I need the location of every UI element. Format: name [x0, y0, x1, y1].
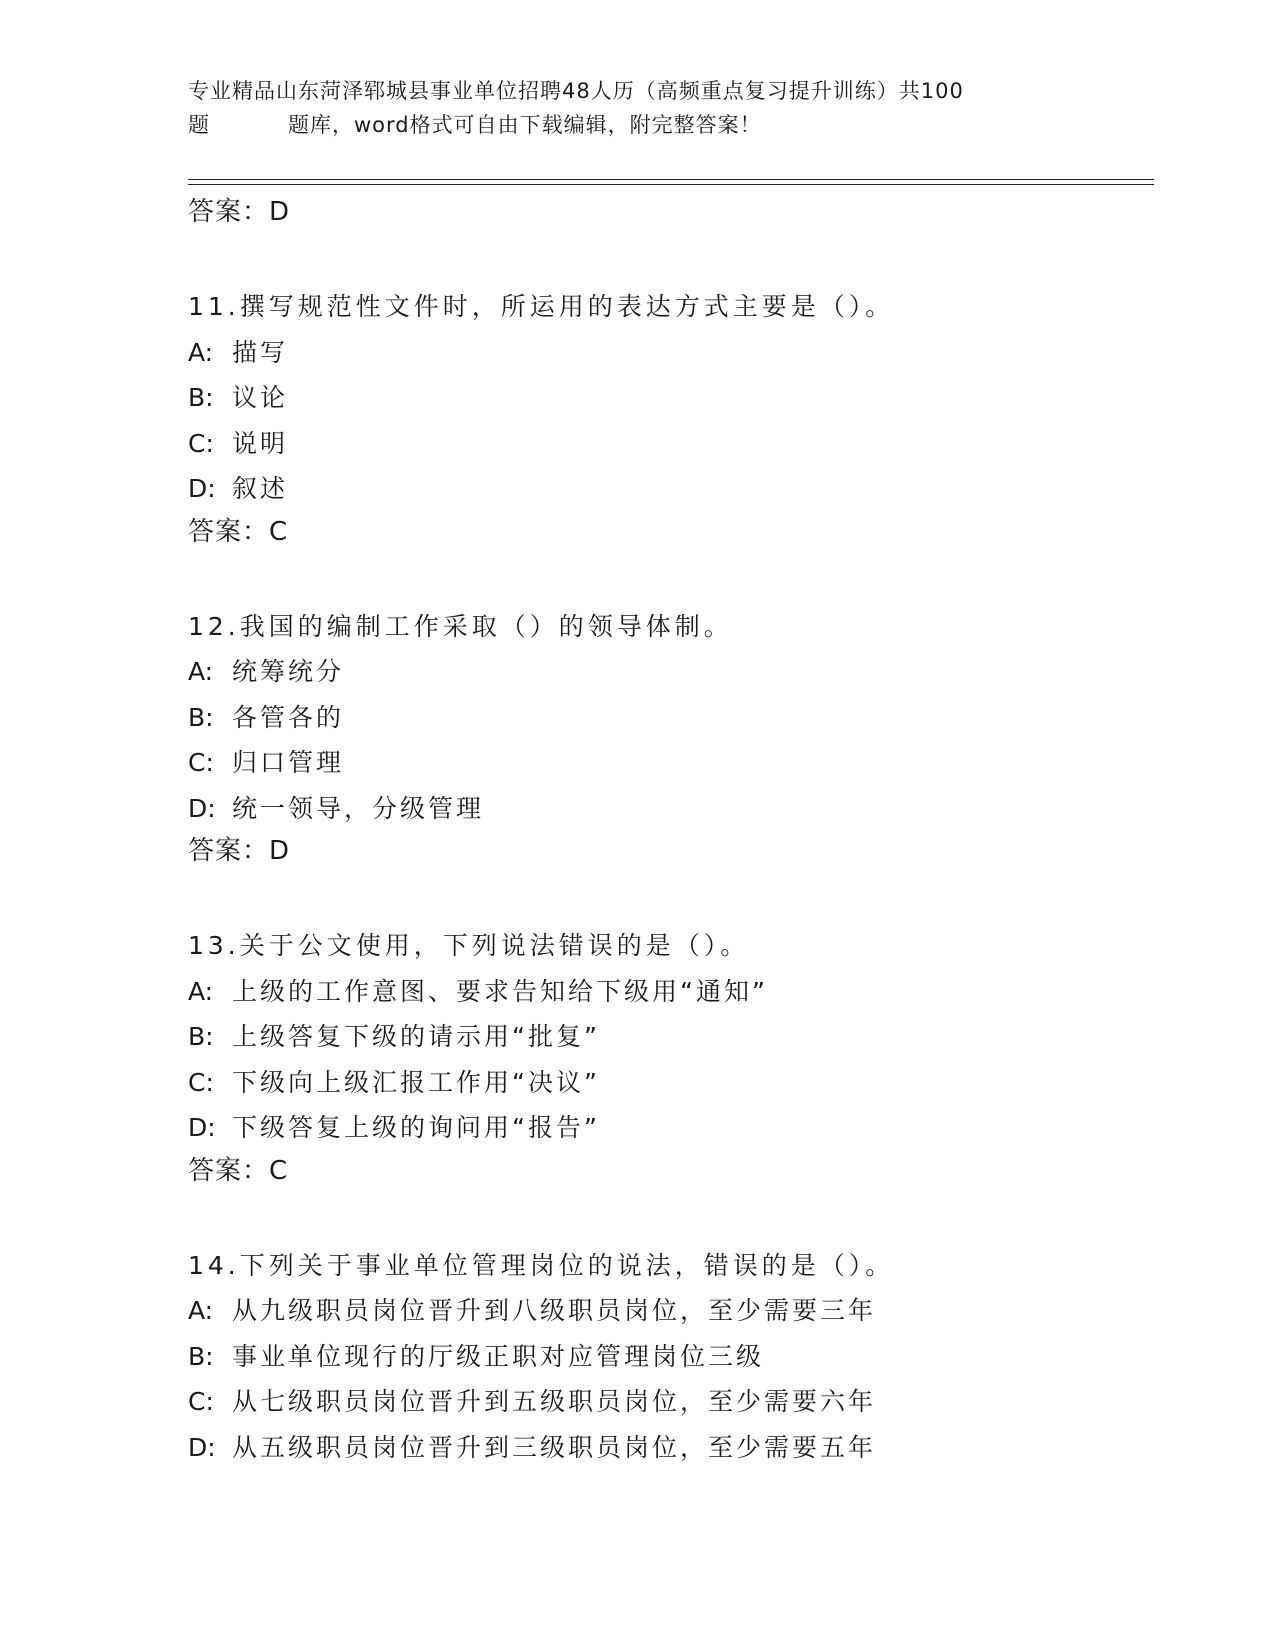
option-key: C: — [188, 428, 214, 458]
question-title: 13.关于公文使用，下列说法错误的是（）。 — [188, 931, 750, 960]
option-key: C: — [188, 1387, 214, 1416]
option-text: 从七级职员岗位晋升到五级职员岗位，至少需要六年 — [232, 1387, 877, 1416]
option-key: C: — [188, 748, 214, 777]
option-key: A: — [188, 337, 214, 367]
option-b — [188, 695, 1148, 741]
option-text: 从九级职员岗位晋升到八级职员岗位，至少需要三年 — [232, 1296, 877, 1325]
option-b — [188, 1334, 1148, 1380]
option-d — [188, 1425, 1148, 1471]
option-text: 说明 — [232, 428, 289, 458]
option-key: D: — [188, 793, 216, 823]
option-text: 归口管理 — [232, 748, 345, 777]
option-key: D: — [188, 1113, 216, 1142]
answer-line: 答案：D — [188, 197, 291, 227]
option-text: 各管各的 — [232, 702, 345, 732]
option-a — [188, 330, 1148, 376]
option-c — [188, 740, 1148, 786]
header-title-line2-right: 题库，word格式可自由下载编辑，附完整答案！ — [288, 113, 762, 137]
header-title-line2-left: 题 — [188, 113, 210, 137]
option-text: 事业单位现行的厅级正职对应管理岗位三级 — [232, 1341, 765, 1371]
answer-line: 答案：C — [188, 1155, 289, 1186]
option-text: 从五级职员岗位晋升到三级职员岗位，至少需要五年 — [232, 1432, 877, 1462]
option-key: B: — [188, 1022, 214, 1051]
option-text: 上级的工作意图、要求告知给下级用“通知” — [232, 976, 768, 1006]
answer-line: 答案：C — [188, 516, 289, 547]
option-text: 议论 — [232, 383, 289, 412]
question-title: 14.下列关于事业单位管理岗位的说法，错误的是（）。 — [188, 1250, 895, 1280]
option-b — [188, 1014, 1148, 1060]
option-key: A: — [188, 1296, 214, 1325]
option-a — [188, 969, 1148, 1015]
question-title: 11.撰写规范性文件时，所运用的表达方式主要是（）。 — [188, 292, 895, 321]
option-text: 描写 — [232, 337, 289, 367]
option-key: D: — [188, 1432, 216, 1462]
option-key: A: — [188, 657, 214, 686]
question-list — [188, 190, 1148, 1470]
option-key: B: — [188, 1341, 214, 1371]
option-text: 下级答复上级的询问用“报告” — [232, 1113, 600, 1142]
option-key: B: — [188, 702, 214, 732]
option-text: 统筹统分 — [232, 657, 345, 686]
option-text: 上级答复下级的请示用“批复” — [232, 1022, 600, 1051]
option-text: 叙述 — [232, 474, 289, 503]
option-d — [188, 786, 1148, 832]
option-b — [188, 375, 1148, 421]
option-c — [188, 421, 1148, 467]
option-text: 统一领导，分级管理 — [232, 793, 485, 823]
header-title-line1: 专业精品山东菏泽郓城县事业单位招聘48人历（高频重点复习提升训练）共100 — [188, 79, 964, 103]
question-item — [188, 284, 1148, 554]
option-d — [188, 1105, 1148, 1151]
answer-line: 答案：D — [188, 836, 291, 866]
option-key: D: — [188, 474, 216, 503]
question-item — [188, 1243, 1148, 1471]
question-title: 12.我国的编制工作采取（）的领导体制。 — [188, 611, 733, 641]
header-divider-top — [188, 179, 1154, 180]
option-key: C: — [188, 1067, 214, 1097]
header-title-line2 — [188, 108, 1088, 142]
option-key: B: — [188, 383, 214, 412]
option-d — [188, 466, 1148, 512]
question-item — [188, 604, 1148, 874]
page-header — [188, 74, 1088, 142]
option-a — [188, 649, 1148, 695]
option-a — [188, 1288, 1148, 1334]
option-text: 下级向上级汇报工作用“决议” — [232, 1067, 600, 1097]
option-c — [188, 1379, 1148, 1425]
option-key: A: — [188, 976, 214, 1006]
option-c — [188, 1060, 1148, 1106]
header-divider-bottom — [188, 184, 1154, 185]
question-item — [188, 923, 1148, 1193]
